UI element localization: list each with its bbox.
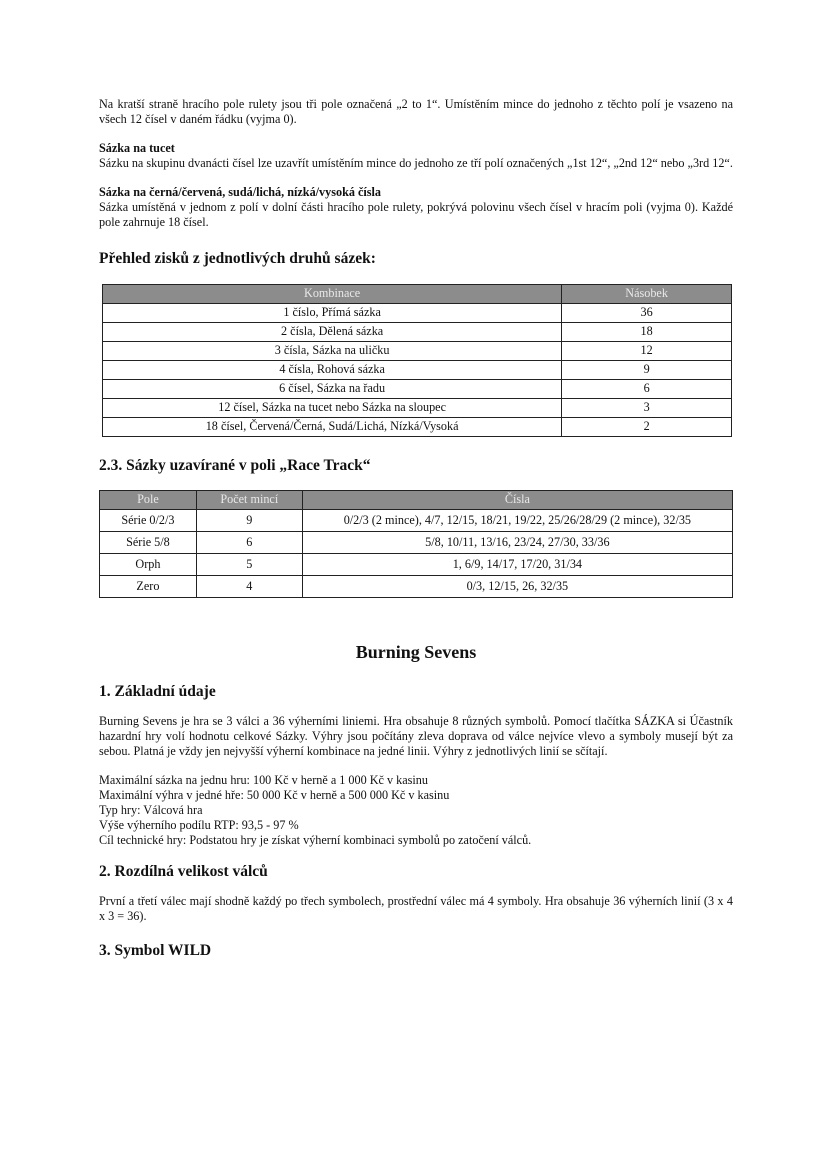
tucet-paragraph: Sázku na skupinu dvanácti čísel lze uzavřít umístěním mince do jednoho ze tří polí označených „1st 12“, „2nd 12“ nebo „3rd 12“. xyxy=(99,156,733,170)
cell: 36 xyxy=(562,304,732,323)
table-row xyxy=(103,304,732,323)
cell: Série 0/2/3 xyxy=(100,510,197,532)
cell: 1 číslo, Přímá sázka xyxy=(103,304,562,323)
cell: 5/8, 10/11, 13/16, 23/24, 27/30, 33/36 xyxy=(302,532,732,554)
cell: 4 xyxy=(196,576,302,598)
cell: 12 xyxy=(562,342,732,361)
cell: 18 čísel, Červená/Černá, Sudá/Lichá, Nízká/Vysoká xyxy=(103,418,562,437)
racetrack-col-field: Pole xyxy=(100,491,197,510)
intro-paragraph: Na kratší straně hracího pole rulety jsou tři pole označená „2 to 1“. Umístěním mince do jednoho z těchto polí je vsazeno na všech 12 čísel v daném řádku (vyjma 0). xyxy=(99,97,733,126)
cell: 6 čísel, Sázka na řadu xyxy=(103,380,562,399)
racetrack-col-coins: Počet mincí xyxy=(196,491,302,510)
payout-col-combination: Kombinace xyxy=(103,285,562,304)
table-row xyxy=(100,510,733,532)
cell: 18 xyxy=(562,323,732,342)
cell: 2 xyxy=(562,418,732,437)
cell: 6 xyxy=(562,380,732,399)
tucet-heading: Sázka na tucet xyxy=(99,141,175,155)
section-1-paragraph: Burning Sevens je hra se 3 válci a 36 výherními liniemi. Hra obsahuje 8 různých symbolů. Pomocí tlačítka SÁZKA si Účastník hazardní hry volí hodnotu celkové Sázky. Výhry jsou počítány zleva doprava od válce nejvíce vlevo a symboly musejí být za sebou. Platná je vždy jen nejvyšší výherní kombinace na jedné linii. Výhry z jednotlivých linií se sčítají. xyxy=(99,714,733,758)
info-line: Výše výherního podílu RTP: 93,5 - 97 % xyxy=(99,818,299,832)
cerna-heading: Sázka na černá/červená, sudá/lichá, nízká/vysoká čísla xyxy=(99,185,382,199)
payout-col-multiplier: Násobek xyxy=(562,285,732,304)
cell: 9 xyxy=(196,510,302,532)
cell: 1, 6/9, 14/17, 17/20, 31/34 xyxy=(302,554,732,576)
table-row xyxy=(100,532,733,554)
racetrack-heading: 2.3. Sázky uzavírané v poli „Race Track“ xyxy=(99,457,371,474)
info-line: Cíl technické hry: Podstatou hry je získat výherní kombinaci symbolů po zatočení válců. xyxy=(99,833,532,847)
cell: 0/2/3 (2 mince), 4/7, 12/15, 18/21, 19/22, 25/26/28/29 (2 mince), 32/35 xyxy=(302,510,732,532)
info-line: Maximální sázka na jednu hru: 100 Kč v herně a 1 000 Kč v kasinu xyxy=(99,773,428,787)
cell: Orph xyxy=(100,554,197,576)
game-info-list xyxy=(99,773,733,848)
cell: 9 xyxy=(562,361,732,380)
section-2-heading: 2. Rozdílná velikost válců xyxy=(99,863,268,880)
section-2-paragraph: První a třetí válec mají shodně každý po třech symbolech, prostřední válec má 4 symboly. Hra obsahuje 36 výherních linií (3 x 4 x 3 = 36). xyxy=(99,894,733,923)
cell: 5 xyxy=(196,554,302,576)
document-page xyxy=(99,97,733,961)
table-row xyxy=(103,380,732,399)
cell: 3 xyxy=(562,399,732,418)
racetrack-table xyxy=(99,490,733,598)
table-row xyxy=(100,554,733,576)
racetrack-header-row xyxy=(100,491,733,510)
table-row xyxy=(103,418,732,437)
table-row xyxy=(103,399,732,418)
payout-heading: Přehled zisků z jednotlivých druhů sázek: xyxy=(99,250,376,267)
cell: Zero xyxy=(100,576,197,598)
section-3-heading: 3. Symbol WILD xyxy=(99,942,212,959)
cell: 4 čísla, Rohová sázka xyxy=(103,361,562,380)
cell: 0/3, 12/15, 26, 32/35 xyxy=(302,576,732,598)
table-row xyxy=(100,576,733,598)
racetrack-col-numbers: Čísla xyxy=(302,491,732,510)
info-line: Maximální výhra v jedné hře: 50 000 Kč v herně a 500 000 Kč v kasinu xyxy=(99,788,450,802)
table-row xyxy=(103,323,732,342)
cell: 6 xyxy=(196,532,302,554)
payout-table xyxy=(102,284,732,437)
cell: 3 čísla, Sázka na uličku xyxy=(103,342,562,361)
info-line: Typ hry: Válcová hra xyxy=(99,803,203,817)
cell: 2 čísla, Dělená sázka xyxy=(103,323,562,342)
cell: Série 5/8 xyxy=(100,532,197,554)
game-title: Burning Sevens xyxy=(355,642,477,662)
payout-header-row xyxy=(103,285,732,304)
cell: 12 čísel, Sázka na tucet nebo Sázka na sloupec xyxy=(103,399,562,418)
section-1-heading: 1. Základní údaje xyxy=(99,683,216,700)
table-row xyxy=(103,342,732,361)
table-row xyxy=(103,361,732,380)
cerna-paragraph: Sázka umístěná v jednom z polí v dolní části hracího pole rulety, pokrývá polovinu všech čísel v hracím poli (vyjma 0). Každé pole zahrnuje 18 čísel. xyxy=(99,200,733,229)
